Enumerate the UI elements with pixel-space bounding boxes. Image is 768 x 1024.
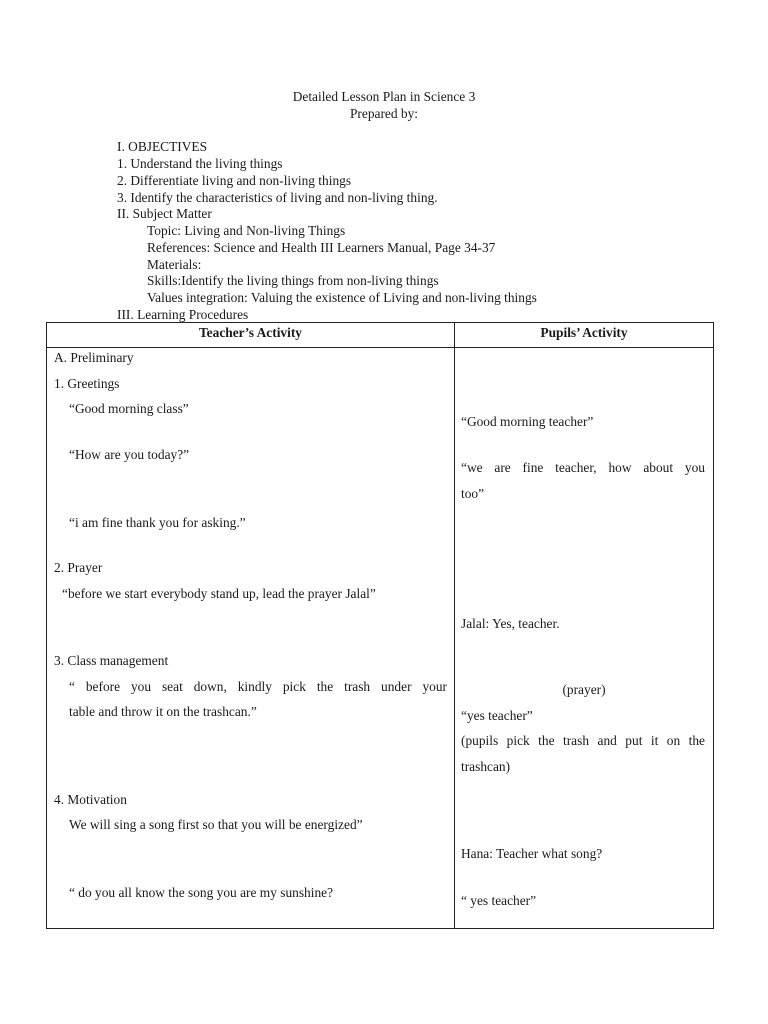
teacher-line: 2. Prayer: [54, 560, 103, 575]
teacher-line: “How are you today?”: [69, 447, 190, 462]
values-line: Values integration: Valuing the existence of Living and non-living things: [147, 290, 537, 305]
teacher-line: “Good morning class”: [69, 401, 189, 416]
objective-2: 2. Differentiate living and non-living things: [117, 173, 352, 188]
teacher-line: “ before you seat down, kindly pick the trash under your: [69, 679, 447, 694]
learning-procedures-heading: III. Learning Procedures: [117, 307, 249, 322]
pupil-line: (pupils pick the trash and put it on the: [461, 733, 705, 748]
materials-line: Materials:: [147, 257, 202, 272]
teacher-line: We will sing a song first so that you will be energized”: [69, 817, 363, 832]
pupil-line: “yes teacher”: [461, 708, 533, 723]
objective-3: 3. Identify the characteristics of living and non-living thing.: [117, 190, 438, 205]
pupil-line: “Good morning teacher”: [461, 414, 594, 429]
document-title: Detailed Lesson Plan in Science 3: [292, 89, 476, 104]
pupil-line: trashcan): [461, 759, 511, 774]
teacher-line: 3. Class management: [54, 653, 169, 668]
topic-line: Topic: Living and Non-living Things: [147, 223, 346, 238]
pupil-line: Hana: Teacher what song?: [461, 846, 603, 861]
subject-matter-heading: II. Subject Matter: [117, 206, 212, 221]
objectives-heading: I. OBJECTIVES: [117, 139, 208, 154]
teacher-line: “before we start everybody stand up, lead the prayer Jalal”: [62, 586, 376, 601]
pupil-line: “we are fine teacher, how about you: [461, 460, 705, 475]
teacher-line: “ do you all know the song you are my sunshine?: [69, 885, 334, 900]
pupil-line: too”: [461, 486, 485, 501]
references-line: References: Science and Health III Learners Manual, Page 34-37: [147, 240, 496, 255]
teacher-line: A. Preliminary: [54, 350, 134, 365]
pupil-line: (prayer): [562, 682, 606, 697]
pupil-line: Jalal: Yes, teacher.: [461, 616, 560, 631]
pupil-line: “ yes teacher”: [461, 893, 537, 908]
skills-line: Skills:Identify the living things from non-living things: [147, 273, 439, 288]
pupils-activity-header: Pupils’ Activity: [540, 325, 628, 340]
prepared-by: Prepared by:: [349, 106, 419, 121]
objective-1: 1. Understand the living things: [117, 156, 283, 171]
teacher-line: table and throw it on the trashcan.”: [69, 704, 257, 719]
teacher-line: 4. Motivation: [54, 792, 127, 807]
teacher-line: 1. Greetings: [54, 376, 120, 391]
teacher-line: “i am fine thank you for asking.”: [69, 515, 246, 530]
teacher-activity-header: Teacher’s Activity: [198, 325, 302, 340]
